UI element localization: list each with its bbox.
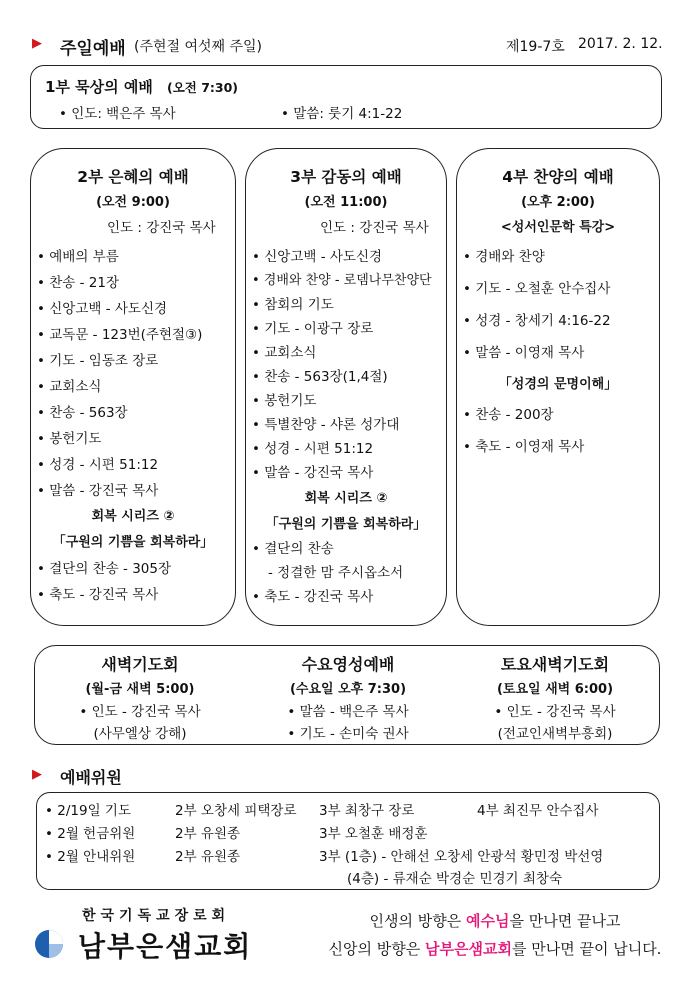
committee-row3-p2: 2부 유원종 bbox=[175, 849, 241, 865]
service2-series: 회복 시리즈 ② bbox=[91, 509, 175, 524]
motto2-a: 신앙의 방향은 bbox=[328, 940, 426, 958]
service3-leader: 인도 : 강진국 목사 bbox=[320, 220, 429, 236]
service3-item: - 정결한 맘 주시옵소서 bbox=[268, 565, 404, 581]
service2-item: • 신앙고백 - 사도신경 bbox=[37, 301, 168, 317]
motto2-c: 를 만나면 끝이 납니다. bbox=[511, 940, 662, 958]
service1-time: (오전 7:30) bbox=[167, 80, 239, 95]
service1-leader: • 인도: 백은주 목사 bbox=[59, 106, 176, 122]
weekday-box bbox=[34, 645, 660, 745]
committee-box bbox=[36, 792, 660, 890]
service4-box bbox=[456, 148, 660, 626]
service2-time: (오전 9:00) bbox=[96, 195, 170, 210]
service2-item: • 결단의 찬송 - 305장 bbox=[37, 561, 172, 577]
service2-item: • 축도 - 강진국 목사 bbox=[37, 587, 159, 603]
service4-item: • 기도 - 오철훈 안수집사 bbox=[463, 281, 611, 297]
committee-row2-p3: 3부 오철훈 배정훈 bbox=[319, 826, 428, 842]
saturday-line1: • 인도 - 강진국 목사 bbox=[494, 704, 616, 720]
service3-item: • 축도 - 강진국 목사 bbox=[252, 589, 374, 605]
motto2-highlight: 남부은샘교회 bbox=[425, 940, 512, 958]
service4-lecture-title: 「성경의 문명이해」 bbox=[498, 377, 618, 392]
service4-item: • 말씀 - 이영재 목사 bbox=[463, 345, 585, 361]
service3-item: • 교회소식 bbox=[252, 345, 317, 361]
issue-number: 제19-7호 bbox=[506, 39, 565, 55]
committee-row3-p3: 3부 (1층) - 안해선 오창세 안광석 황민정 박선영 bbox=[319, 849, 604, 865]
service3-item: • 성경 - 시편 51:12 bbox=[252, 441, 374, 457]
dawn-title: 새벽기도회 bbox=[101, 655, 179, 674]
page-title: 주일예배 bbox=[60, 39, 126, 59]
committee-row3-label: • 2월 안내위원 bbox=[45, 849, 136, 865]
service4-title: 4부 찬양의 예배 bbox=[502, 168, 614, 186]
service3-item: • 경배와 찬양 - 로뎀나무찬양단 bbox=[252, 273, 432, 288]
service3-item: • 결단의 찬송 bbox=[252, 541, 334, 557]
saturday-title: 토요새벽기도회 bbox=[500, 655, 610, 674]
service2-item: • 찬송 - 563장 bbox=[37, 405, 128, 421]
service4-special: <성서인문학 특강> bbox=[500, 220, 616, 235]
committee-title: 예배위원 bbox=[60, 768, 122, 787]
service2-item: • 말씀 - 강진국 목사 bbox=[37, 483, 159, 499]
service2-item: • 성경 - 시편 51:12 bbox=[37, 457, 159, 473]
service2-box bbox=[30, 148, 236, 626]
church-emblem-icon bbox=[34, 929, 64, 959]
service3-title: 3부 감동의 예배 bbox=[290, 168, 402, 186]
service2-item: • 예배의 부름 bbox=[37, 249, 119, 265]
triangle-icon: ▶ bbox=[32, 767, 42, 782]
service2-leader: 인도 : 강진국 목사 bbox=[107, 220, 216, 236]
dawn-line1: • 인도 - 강진국 목사 bbox=[79, 704, 201, 720]
service3-item: • 말씀 - 강진국 목사 bbox=[252, 465, 374, 481]
wednesday-title: 수요영성예배 bbox=[301, 655, 395, 674]
service3-item: • 기도 - 이광구 장로 bbox=[252, 321, 374, 337]
saturday-time: (토요일 새벽 6:00) bbox=[496, 682, 614, 697]
service1-sermon: • 말씀: 룻기 4:1-22 bbox=[281, 106, 403, 122]
motto-line1 bbox=[300, 910, 690, 931]
service3-item: • 봉헌기도 bbox=[252, 393, 317, 409]
issue-date: 2017. 2. 12. bbox=[578, 36, 663, 52]
service4-item: • 축도 - 이영재 목사 bbox=[463, 439, 585, 455]
wednesday-time: (수요일 오후 7:30) bbox=[289, 682, 407, 697]
service4-item: • 성경 - 창세기 4:16-22 bbox=[463, 313, 611, 329]
committee-row1-label: • 2/19일 기도 bbox=[45, 803, 131, 819]
motto1-a: 인생의 방향은 bbox=[369, 912, 467, 930]
wednesday-line2: • 기도 - 손미숙 권사 bbox=[287, 726, 409, 742]
service2-item: • 교회소식 bbox=[37, 379, 102, 395]
service4-item: • 찬송 - 200장 bbox=[463, 407, 554, 423]
committee-row1-p3: 3부 최창구 장로 bbox=[319, 803, 415, 819]
saturday-line2: (전교인새벽부흥회) bbox=[497, 726, 613, 742]
motto1-highlight: 예수님 bbox=[466, 912, 510, 930]
service1-title: 1부 묵상의 예배 bbox=[45, 78, 153, 96]
service3-series: 회복 시리즈 ② bbox=[304, 491, 388, 506]
committee-row1-p2: 2부 오창세 피택장로 bbox=[175, 803, 297, 819]
service3-item: • 참회의 기도 bbox=[252, 297, 334, 313]
service2-item: • 기도 - 임동조 장로 bbox=[37, 353, 159, 369]
service2-item: • 교독문 - 123번(주현절③) bbox=[37, 327, 203, 343]
header bbox=[30, 34, 670, 59]
wednesday-line1: • 말씀 - 백은주 목사 bbox=[287, 704, 409, 720]
service3-item: • 찬송 - 563장(1,4절) bbox=[252, 369, 388, 385]
committee-row2-label: • 2월 헌금위원 bbox=[45, 826, 136, 842]
service4-item: • 경배와 찬양 bbox=[463, 249, 545, 265]
page-subtitle: (주현절 여섯째 주일) bbox=[134, 39, 263, 55]
dawn-line2: (사무엘상 강해) bbox=[93, 726, 187, 742]
service3-item: • 신앙고백 - 사도신경 bbox=[252, 249, 383, 265]
service3-item: • 특별찬양 - 샤론 성가대 bbox=[252, 417, 400, 433]
service2-title: 2부 은혜의 예배 bbox=[77, 168, 189, 186]
committee-row3-p3b: (4층) - 류재순 박경순 민경기 최창숙 bbox=[347, 871, 562, 887]
service4-time: (오후 2:00) bbox=[521, 195, 595, 210]
denomination-name: 한국기독교장로회 bbox=[82, 908, 231, 924]
motto1-c: 을 만나면 끝나고 bbox=[509, 912, 621, 930]
service2-item: • 찬송 - 21장 bbox=[37, 275, 120, 291]
church-logo bbox=[30, 905, 290, 969]
motto-line2 bbox=[300, 938, 690, 959]
committee-row2-p2: 2부 유원종 bbox=[175, 826, 241, 842]
triangle-icon: ▶ bbox=[32, 36, 42, 51]
dawn-time: (월-금 새벽 5:00) bbox=[85, 682, 195, 697]
service2-item: • 봉헌기도 bbox=[37, 431, 102, 447]
service3-box bbox=[245, 148, 447, 626]
service3-time: (오전 11:00) bbox=[304, 195, 388, 210]
service3-series-title: 「구원의 기쁨을 회복하라」 bbox=[265, 517, 427, 532]
service2-series-title: 「구원의 기쁨을 회복하라」 bbox=[52, 535, 214, 550]
committee-row1-p4: 4부 최진무 안수집사 bbox=[477, 803, 599, 819]
service1-box bbox=[30, 65, 662, 129]
church-name: 남부은샘교회 bbox=[78, 930, 253, 963]
